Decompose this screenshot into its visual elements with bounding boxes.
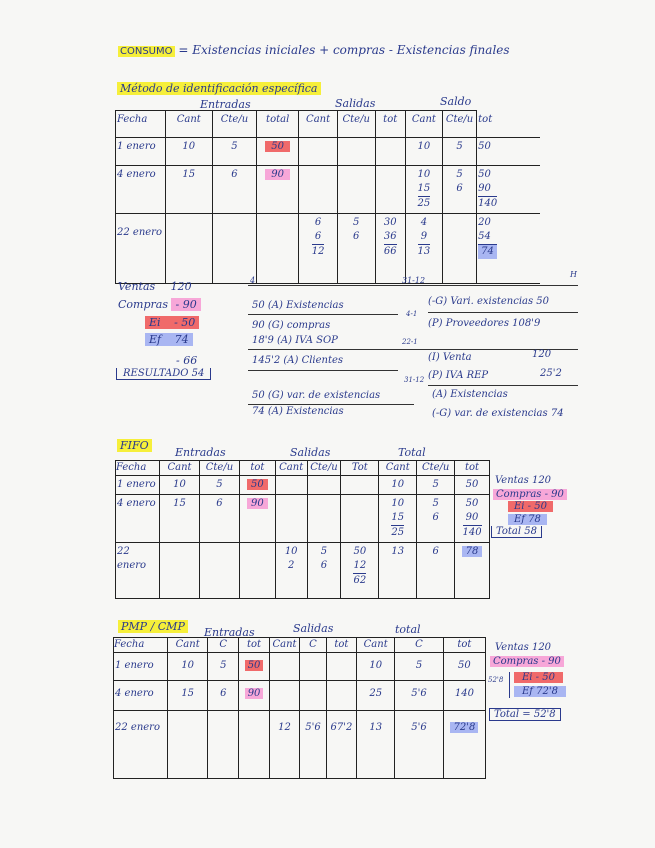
table-row: 4 enero 15 6 90 10 15 25 5 6 50 90 140 bbox=[116, 166, 541, 214]
section3-table bbox=[113, 637, 486, 779]
pmp-bracket: 52'8 bbox=[488, 676, 504, 684]
consumo-formula: = Existencias iniciales + compras - Existencias finales bbox=[178, 43, 510, 57]
fifo-ef: Ef 78 bbox=[508, 514, 547, 525]
col-tot: tot bbox=[477, 111, 540, 138]
col-cte: Cte/u bbox=[212, 111, 256, 138]
table-row: 1 enero 10 5 50 10 5 50 bbox=[116, 138, 541, 166]
col-tot: tot bbox=[375, 111, 405, 138]
header bbox=[118, 43, 510, 57]
summary-subtotal: - 66 bbox=[176, 354, 198, 367]
table-row: 1 enero 10 5 50 10 5 50 bbox=[116, 476, 490, 495]
table-header-row: Fecha Cant C tot Cant C tot Cant C tot bbox=[114, 638, 486, 653]
col-cte: Cte/u bbox=[337, 111, 375, 138]
table-row: 4 enero 15 6 90 25 5'6 140 bbox=[114, 681, 486, 711]
col-total: total bbox=[257, 111, 299, 138]
table-row: 22 enero 6 6 12 5 6 30 36 66 4 9 13 20 54 74 bbox=[116, 214, 541, 284]
consumo-title: CONSUMO bbox=[120, 46, 173, 57]
section3-title: PMP / CMP bbox=[118, 620, 188, 633]
pmp-ventas: Ventas 120 bbox=[495, 642, 552, 653]
pmp-compras: Compras - 90 bbox=[490, 656, 564, 667]
pmp-ef: Ef 72'8 bbox=[514, 686, 566, 697]
fifo-total: Total 58 bbox=[491, 526, 542, 538]
summary-ei: Ei - 50 bbox=[145, 316, 199, 329]
section1-table bbox=[115, 110, 540, 284]
col-cant: Cant bbox=[405, 111, 442, 138]
table-header-row: Fecha Cant Cte/u tot Cant Cte/u Tot Cant Cte/u tot bbox=[116, 461, 490, 476]
col-cte: Cte/u bbox=[442, 111, 476, 138]
section1-group-entradas: Entradas bbox=[200, 98, 251, 111]
table-row: 22 enero 12 5'6 67'2 13 5'6 72'8 bbox=[114, 711, 486, 779]
fifo-ventas: Ventas 120 bbox=[495, 475, 552, 486]
col-cant: Cant bbox=[299, 111, 338, 138]
col-cant: Cant bbox=[165, 111, 212, 138]
section1-group-salidas: Salidas bbox=[335, 97, 376, 110]
col-fecha: Fecha bbox=[116, 111, 166, 138]
pmp-ei: Ei - 50 bbox=[514, 672, 563, 683]
table-row: 4 enero 15 6 90 10 15 25 5 6 50 90 140 bbox=[116, 495, 490, 543]
summary-compras: Compras - 90 bbox=[118, 298, 201, 311]
summary-ef: Ef 74 bbox=[145, 333, 193, 346]
pmp-total: Total = 52'8 bbox=[489, 708, 561, 721]
fifo-compras: Compras - 90 bbox=[493, 489, 567, 500]
section1-group-saldo: Saldo bbox=[440, 95, 472, 108]
table-header-row bbox=[116, 111, 541, 138]
table-row: 1 enero 10 5 50 10 5 50 bbox=[114, 653, 486, 681]
summary-ventas: Ventas 120 bbox=[118, 280, 192, 293]
section2-table bbox=[115, 460, 490, 599]
section2-title: FIFO bbox=[117, 439, 152, 452]
table-row: 22 enero 10 2 5 6 50 12 62 13 6 78 bbox=[116, 543, 490, 599]
fifo-ei: Ei - 50 bbox=[508, 501, 553, 512]
summary-resultado: RESULTADO 54 bbox=[116, 368, 211, 380]
section1-title: Método de identificación específica bbox=[117, 82, 321, 95]
